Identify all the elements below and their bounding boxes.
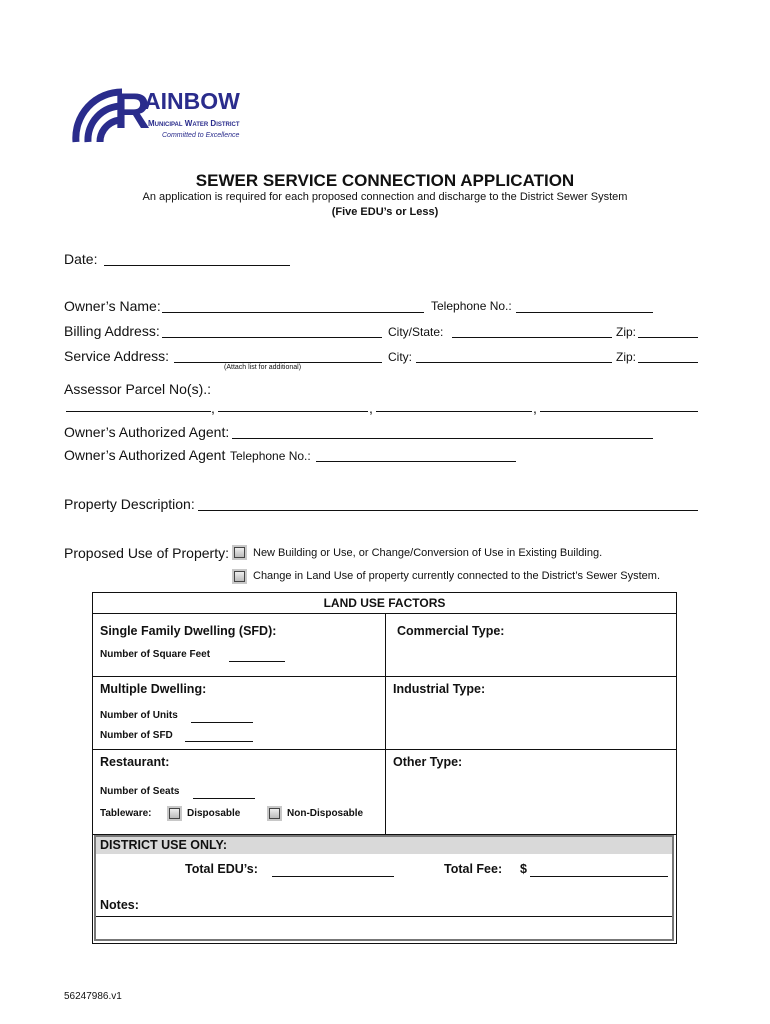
- non-disposable-checkbox[interactable]: [269, 808, 280, 819]
- divider: [93, 749, 676, 750]
- property-description-label: Property Description:: [64, 496, 195, 512]
- owner-name-label: Owner’s Name:: [64, 298, 161, 314]
- parcel-field-3[interactable]: [376, 411, 532, 412]
- logo-initial: R: [114, 83, 150, 139]
- land-use-change-checkbox[interactable]: [234, 571, 245, 582]
- sfd-count-field[interactable]: [185, 741, 253, 742]
- logo-subtitle: Municipal Water District: [148, 119, 240, 128]
- service-zip-field[interactable]: [638, 362, 698, 363]
- non-disposable-label: Non-Disposable: [287, 808, 364, 819]
- land-use-title: LAND USE FACTORS: [323, 596, 446, 610]
- service-city-label: City:: [388, 350, 412, 364]
- restaurant-title: Restaurant:: [100, 755, 170, 769]
- divider: [93, 676, 676, 677]
- city-state-label: City/State:: [388, 325, 444, 339]
- agent-phone-label: Owner’s Authorized Agent: [64, 447, 226, 463]
- district-use-title: DISTRICT USE ONLY:: [100, 838, 228, 852]
- other-type-title: Other Type:: [393, 755, 463, 769]
- property-description-field[interactable]: [198, 510, 698, 511]
- seats-field[interactable]: [193, 798, 255, 799]
- billing-address-label: Billing Address:: [64, 323, 160, 339]
- service-city-field[interactable]: [416, 362, 612, 363]
- parcel-field-1[interactable]: [66, 411, 211, 412]
- telephone-label: Telephone No.:: [431, 299, 512, 313]
- total-fee-field[interactable]: [530, 876, 668, 877]
- page-subtitle-2: (Five EDU’s or Less): [331, 206, 439, 218]
- units-field[interactable]: [191, 722, 253, 723]
- land-use-factors-table: [92, 592, 677, 944]
- agent-label: Owner’s Authorized Agent:: [64, 424, 230, 440]
- divider: [385, 613, 386, 834]
- parcel-field-2[interactable]: [218, 411, 368, 412]
- agent-phone-label-2: Telephone No.:: [230, 449, 311, 463]
- parcel-comma-1: ,: [211, 400, 215, 416]
- sfd-sqft-field[interactable]: [229, 661, 285, 662]
- industrial-title: Industrial Type:: [393, 682, 486, 696]
- dollar-sign: $: [520, 862, 527, 876]
- sfd-sqft-label: Number of Square Feet: [100, 649, 211, 660]
- disposable-label: Disposable: [187, 808, 241, 819]
- logo-tagline: Committed to Excellence: [162, 132, 240, 139]
- total-fee-label: Total Fee:: [444, 862, 503, 876]
- agent-phone-field[interactable]: [316, 461, 516, 462]
- tableware-label: Tableware:: [100, 808, 152, 819]
- billing-zip-field[interactable]: [638, 337, 698, 338]
- commercial-title: Commercial Type:: [397, 624, 505, 638]
- new-building-option-label: New Building or Use, or Change/Conversion of Use in Existing Building.: [253, 547, 603, 559]
- agent-field[interactable]: [232, 438, 653, 439]
- total-edu-label: Total EDU’s:: [185, 862, 258, 876]
- billing-address-field[interactable]: [162, 337, 382, 338]
- parcel-comma-2: ,: [369, 400, 373, 416]
- logo-name: AINBOW: [144, 88, 240, 114]
- attach-note: (Attach list for additional): [224, 364, 302, 371]
- owner-name-field[interactable]: [162, 312, 424, 313]
- disposable-checkbox[interactable]: [169, 808, 180, 819]
- date-field[interactable]: [104, 265, 290, 266]
- district-use-section: [94, 835, 674, 941]
- total-edu-field[interactable]: [272, 876, 394, 877]
- units-label: Number of Units: [100, 710, 178, 721]
- seats-label: Number of Seats: [100, 786, 180, 797]
- service-zip-label: Zip:: [616, 350, 637, 364]
- city-state-field[interactable]: [452, 337, 612, 338]
- telephone-field[interactable]: [516, 312, 653, 313]
- district-logo: [70, 83, 260, 146]
- notes-label: Notes:: [100, 898, 139, 912]
- multiple-title: Multiple Dwelling:: [100, 682, 207, 696]
- land-use-change-option-label: Change in Land Use of property currently connected to the District’s Sewer System.: [253, 570, 660, 582]
- page-subtitle: An application is required for each proposed connection and discharge to the District Sewer System: [142, 191, 628, 203]
- service-address-field[interactable]: [174, 362, 382, 363]
- parcel-field-4[interactable]: [540, 411, 698, 412]
- page-title: SEWER SERVICE CONNECTION APPLICATION: [195, 171, 575, 190]
- billing-zip-label: Zip:: [616, 325, 637, 339]
- divider: [96, 916, 672, 917]
- document-id: 56247986.v1: [64, 991, 122, 1002]
- parcel-comma-3: ,: [533, 400, 537, 416]
- assessor-parcel-label: Assessor Parcel No(s).:: [64, 381, 212, 397]
- date-label: Date:: [64, 251, 98, 267]
- service-address-label: Service Address:: [64, 348, 170, 364]
- proposed-use-label: Proposed Use of Property:: [64, 545, 229, 561]
- sfd-count-label: Number of SFD: [100, 730, 173, 741]
- sfd-title: Single Family Dwelling (SFD):: [100, 624, 277, 638]
- new-building-checkbox[interactable]: [234, 547, 245, 558]
